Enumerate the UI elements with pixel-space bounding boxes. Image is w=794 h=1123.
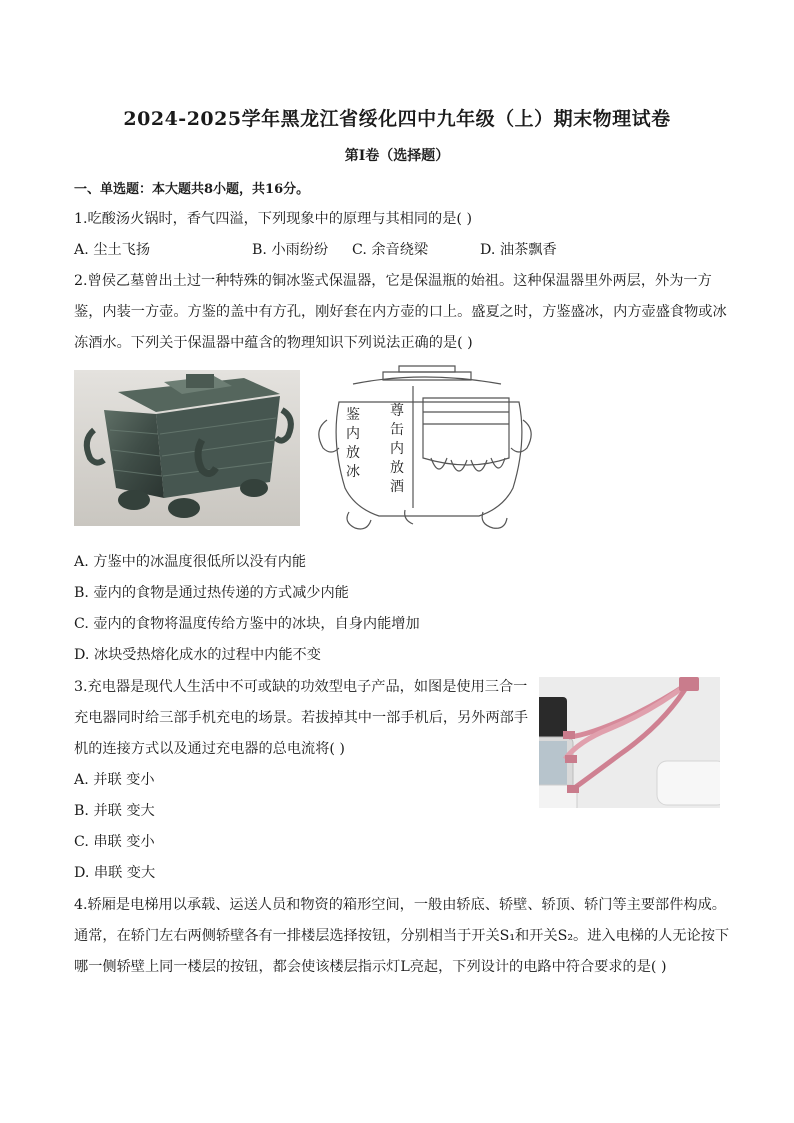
label-wine-char: 内 bbox=[390, 441, 404, 457]
q1-option-b: B. 小雨纷纷 bbox=[252, 242, 329, 258]
q3-stem-line3: 机的连接方式以及通过充电器的总电流将( ) bbox=[74, 741, 345, 757]
label-wine bbox=[389, 402, 405, 497]
q2-option-d: D. 冰块受热熔化成水的过程中内能不变 bbox=[74, 647, 321, 663]
label-ice-char: 放 bbox=[346, 445, 360, 461]
q3-option-d: D. 串联 变大 bbox=[74, 865, 156, 881]
section-subtitle: 第Ⅰ卷（选择题） bbox=[344, 148, 450, 164]
section-heading: 一、单选题：本大题共8小题，共16分。 bbox=[74, 182, 310, 197]
q4-stem-line3: 哪一侧轿壁上同一楼层的按钮，都会使该楼层指示灯L亮起，下列设计的电路中符合要求的是( ) bbox=[74, 959, 667, 975]
q3-option-c: C. 串联 变小 bbox=[74, 834, 155, 850]
q2-option-c: C. 壶内的食物将温度传给方鉴中的冰块，自身内能增加 bbox=[74, 616, 420, 632]
q1-option-c: C. 余音绕梁 bbox=[352, 242, 429, 258]
q2-stem-line1: 2.曾侯乙墓曾出土过一种特殊的铜冰鉴式保温器，它是保温瓶的始祖。这种保温器里外两层，外为一方 bbox=[74, 273, 712, 289]
label-wine-char: 尊 bbox=[390, 403, 404, 419]
page-title: 2024-2025学年黑龙江省绥化四中九年级（上）期末物理试卷 bbox=[123, 108, 671, 130]
label-wine-char: 缶 bbox=[390, 422, 404, 438]
q2-stem-line3: 冻酒水。下列关于保温器中蕴含的物理知识下列说法正确的是( ) bbox=[74, 335, 473, 351]
q1-stem: 1.吃酸汤火锅时，香气四溢，下列现象中的原理与其相同的是( ) bbox=[74, 211, 472, 227]
q4-stem-line1: 4.轿厢是电梯用以承载、运送人员和物资的箱形空间，一般由轿底、轿壁、轿顶、轿门等主要部件构成。 bbox=[74, 897, 726, 913]
q4-stem-line2: 通常，在轿门左右两侧轿壁各有一排楼层选择按钮，分别相当于开关S₁和开关S₂。进入电梯的人无论按下 bbox=[74, 928, 730, 944]
label-ice-char: 冰 bbox=[346, 464, 360, 480]
vessel-cross-section-diagram bbox=[313, 362, 537, 534]
q3-option-a: A. 并联 变小 bbox=[74, 772, 155, 788]
q3-option-b: B. 并联 变大 bbox=[74, 803, 155, 819]
q3-stem-line1: 3.充电器是现代人生活中不可或缺的功效型电子产品，如图是使用三合一 bbox=[74, 679, 528, 695]
q3-stem-line2: 充电器同时给三部手机充电的场景。若拔掉其中一部手机后，另外两部手 bbox=[74, 710, 529, 726]
label-wine-char: 放 bbox=[390, 460, 404, 476]
q1-option-d: D. 油茶飘香 bbox=[480, 242, 557, 258]
q2-option-a: A. 方鉴中的冰温度很低所以没有内能 bbox=[74, 554, 307, 570]
label-wine-char: 酒 bbox=[390, 479, 404, 495]
q1-option-a: A. 尘土飞扬 bbox=[74, 242, 151, 258]
charger-photo bbox=[539, 677, 720, 808]
label-ice-char: 内 bbox=[346, 426, 360, 442]
q2-stem-line2: 鉴，内装一方壶。方鉴的盖中有方孔，刚好套在内方壶的口上。盛夏之时，方鉴盛冰，内方壶盛食物或冰 bbox=[74, 304, 727, 320]
q2-option-b: B. 壶内的食物是通过热传递的方式减少内能 bbox=[74, 585, 349, 601]
bronze-vessel-photo bbox=[74, 370, 300, 526]
label-ice-char: 鉴 bbox=[346, 407, 360, 423]
label-ice bbox=[345, 406, 361, 482]
